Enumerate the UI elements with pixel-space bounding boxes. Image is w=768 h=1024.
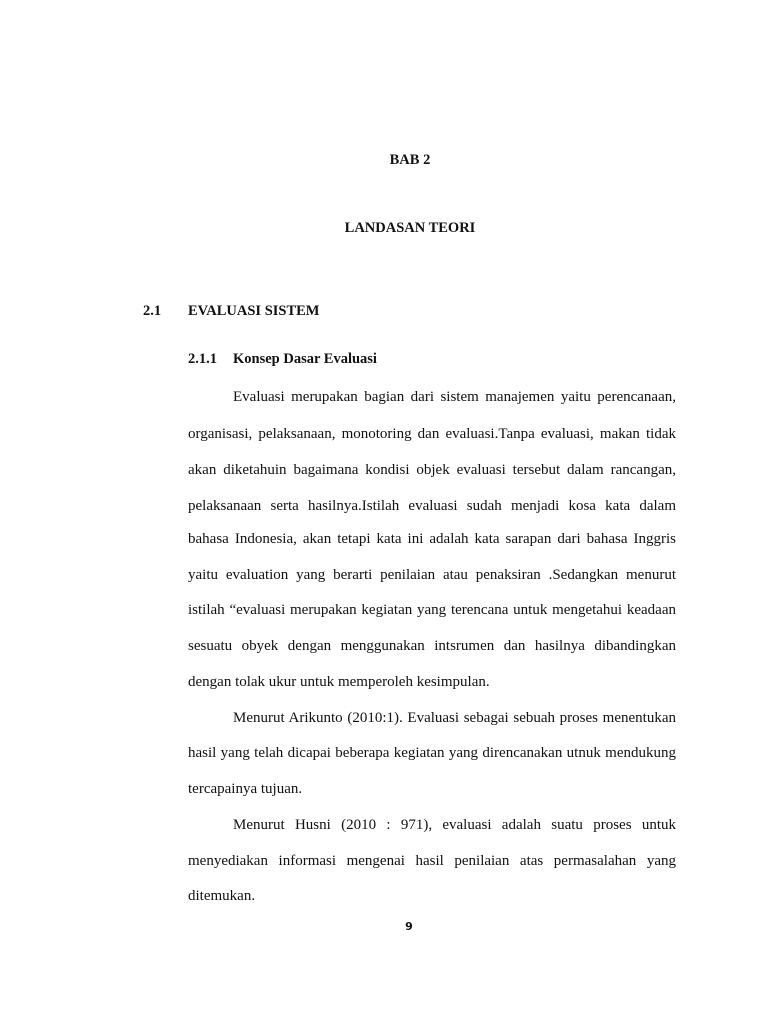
body-line: tercapainya tujuan.	[188, 781, 303, 797]
page-number: 9	[405, 920, 413, 933]
body-line: bahasa Indonesia, akan tetapi kata ini adalah kata sarapan dari bahasa Inggris	[188, 531, 676, 547]
body-line: sesuatu obyek dengan menggunakan intsrumen dan hasilnya dibandingkan	[188, 638, 676, 654]
body-line: organisasi, pelaksanaan, monotoring dan evaluasi.Tanpa evaluasi, makan tidak	[188, 426, 676, 442]
chapter-label: BAB 2	[389, 152, 431, 168]
body-line: pelaksanaan serta hasilnya.Istilah evaluasi sudah menjadi kosa kata dalam	[188, 498, 676, 514]
subsection-number: 2.1.1	[188, 351, 217, 367]
body-line: yaitu evaluation yang berarti penilaian atau penaksiran .Sedangkan menurut	[188, 567, 676, 583]
body-line: ditemukan.	[188, 888, 256, 904]
body-line: hasil yang telah dicapai beberapa kegiatan yang direncanakan utnuk mendukung	[188, 745, 676, 761]
body-line: dengan tolak ukur untuk memperoleh kesimpulan.	[188, 674, 490, 690]
body-line: akan diketahuin bagaimana kondisi objek evaluasi tersebut dalam rancangan,	[188, 462, 676, 478]
body-line: Evaluasi merupakan bagian dari sistem manajemen yaitu perencanaan,	[233, 389, 676, 405]
body-line: Menurut Husni (2010 : 971), evaluasi adalah suatu proses untuk	[233, 817, 676, 833]
body-line: menyediakan informasi mengenai hasil penilaian atas permasalahan yang	[188, 853, 676, 869]
subsection-title: Konsep Dasar Evaluasi	[233, 351, 377, 367]
section-title: EVALUASI SISTEM	[188, 303, 320, 319]
chapter-title: LANDASAN TEORI	[344, 220, 476, 236]
body-line: Menurut Arikunto (2010:1). Evaluasi sebagai sebuah proses menentukan	[233, 710, 676, 726]
body-line: istilah “evaluasi merupakan kegiatan yang terencana untuk mengetahui keadaan	[188, 602, 676, 618]
section-number: 2.1	[143, 303, 162, 319]
